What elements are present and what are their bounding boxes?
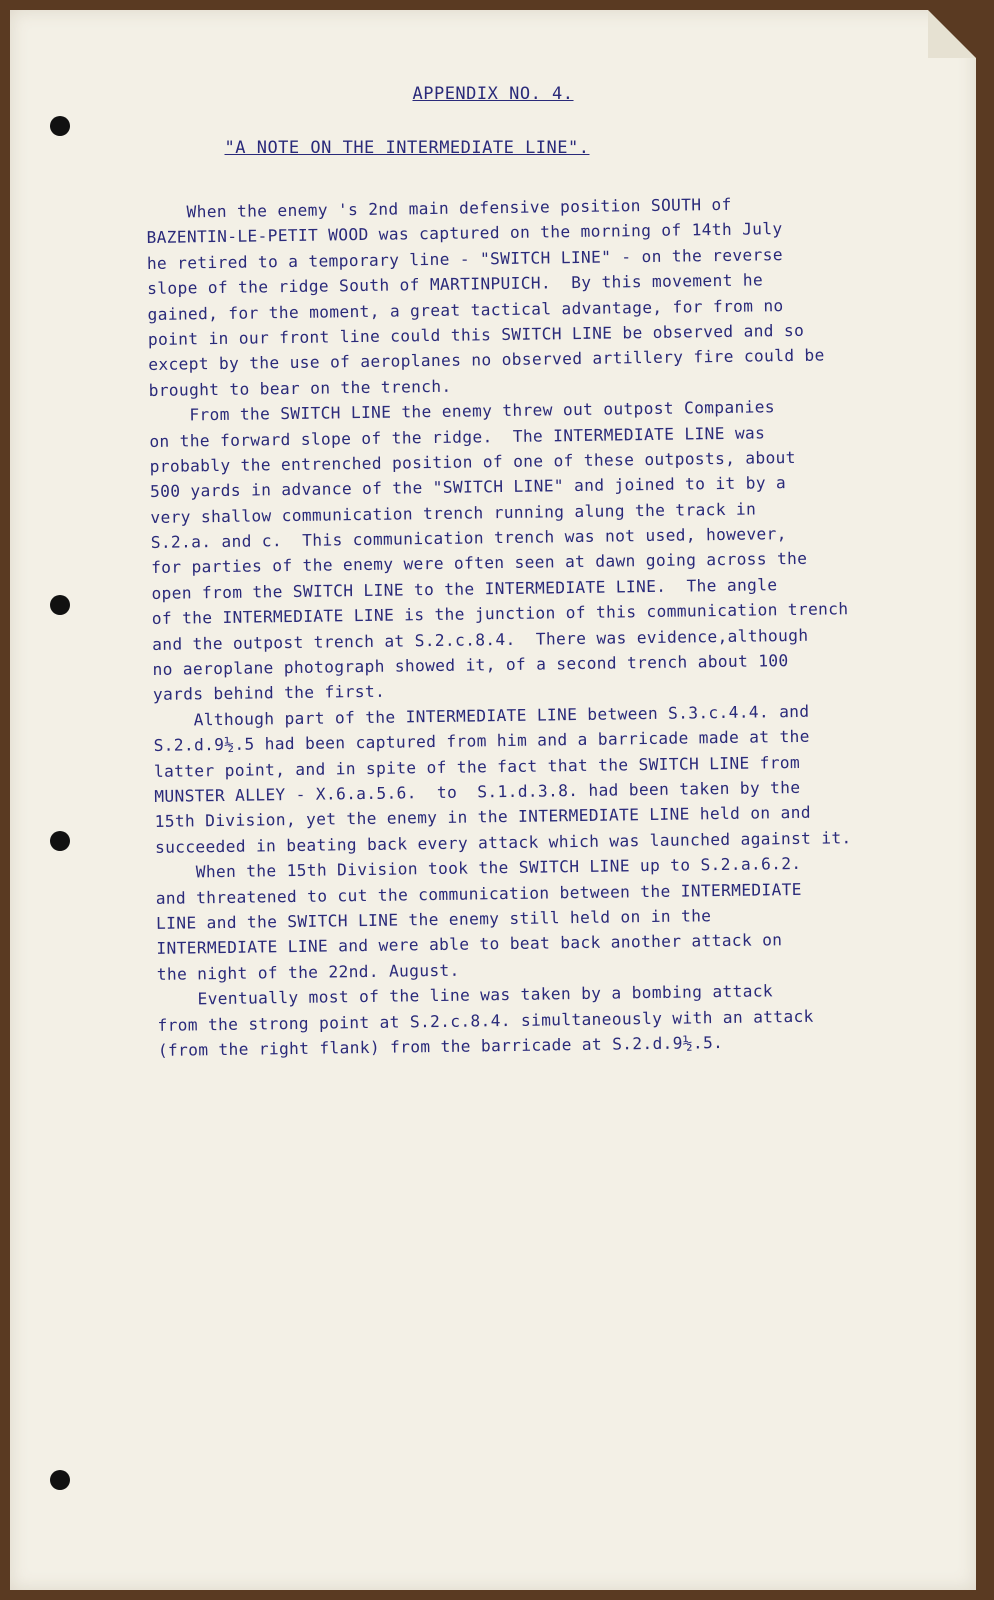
text-line: for parties of the enemy were often seen at dawn going across the [151,549,808,578]
text-line: BAZENTIN-LE-PETIT WOOD was captured on the morning of 14th July [146,219,783,248]
text-line: point in our front line could this SWITCH LINE be observed and so [147,320,805,349]
text-line: 15th Division, yet the enemy in the INTERMEDIATE LINE held on and [154,803,811,832]
text-line: (from the right flank) from the barricade at S.2.d.9½.5. [157,1032,724,1060]
text-line: brought to bear on the trench. [148,376,452,400]
text-line: From the SWITCH LINE the enemy threw out outpost Companies [148,397,776,426]
note-heading [0,138,890,158]
text-line: and the outpost trench at S.2.c.8.4. There was evidence,although [152,625,809,654]
text-line: no aeroplane photograph showed it, of a second trench about 100 [152,651,789,679]
appendix-title: APPENDIX NO. 4. [412,84,574,104]
text-line: When the enemy 's 2nd main defensive position SOUTH of [146,194,732,222]
folded-corner [928,10,976,58]
note-title: "A NOTE ON THE INTERMEDIATE LINE". [224,138,590,158]
appendix-heading [10,84,976,104]
text-line: and threatened to cut the communication between the INTERMEDIATE [155,879,802,908]
document-body [146,189,958,1063]
text-line: probably the entrenched position of one of these outposts, about [149,447,796,476]
text-line: Eventually most of the line was taken by a bombing attack [157,981,774,1010]
text-line: except by the use of aeroplanes no observed artillery fire could be [148,345,825,375]
text-line: yards behind the first. [152,682,386,705]
text-line: Although part of the INTERMEDIATE LINE between S.3.c.4.4. and [153,701,810,730]
punch-hole [50,595,70,615]
document-page [10,10,976,1590]
text-line: 500 yards in advance of the "SWITCH LINE" and joined to it by a [149,473,787,502]
text-line: latter point, and in spite of the fact that the SWITCH LINE from [153,752,801,781]
text-line: S.2.a. and c. This communication trench was not used, however, [150,524,787,553]
text-line: of the INTERMEDIATE LINE is the junction of this communication trench [151,599,849,629]
text-line: open from the SWITCH LINE to the INTERMEDIATE LINE. The angle [151,575,778,603]
text-line: gained, for the moment, a great tactical advantage, for from no [147,295,784,324]
text-line: he retired to a temporary line - "SWITCH LINE" - on the reverse [146,244,783,273]
text-line: MUNSTER ALLEY - X.6.a.5.6. to S.1.d.3.8. had been taken by the [154,777,801,806]
text-line: slope of the ridge South of MARTINPUICH. By this movement he [147,270,764,299]
text-line: very shallow communication trench running alung the track in [150,499,757,527]
text-line: S.2.d.9½.5 had been captured from him and a barricade made at the [153,726,810,756]
punch-hole [50,116,70,136]
text-line: LINE and the SWITCH LINE the enemy still held on in the [155,906,712,933]
text-line: succeeded in beating back every attack which was launched against it. [154,827,852,857]
punch-hole [50,831,70,851]
text-line: from the strong point at S.2.c.8.4. simultaneously with an attack [157,1006,814,1035]
text-line: the night of the 22nd. August. [156,960,460,984]
punch-hole [50,1470,70,1490]
text-line: When the 15th Division took the SWITCH LINE up to S.2.a.6.2. [155,854,802,883]
text-line: INTERMEDIATE LINE and were able to beat back another attack on [156,930,783,959]
text-line: on the forward slope of the ridge. The INTERMEDIATE LINE was [149,422,766,451]
